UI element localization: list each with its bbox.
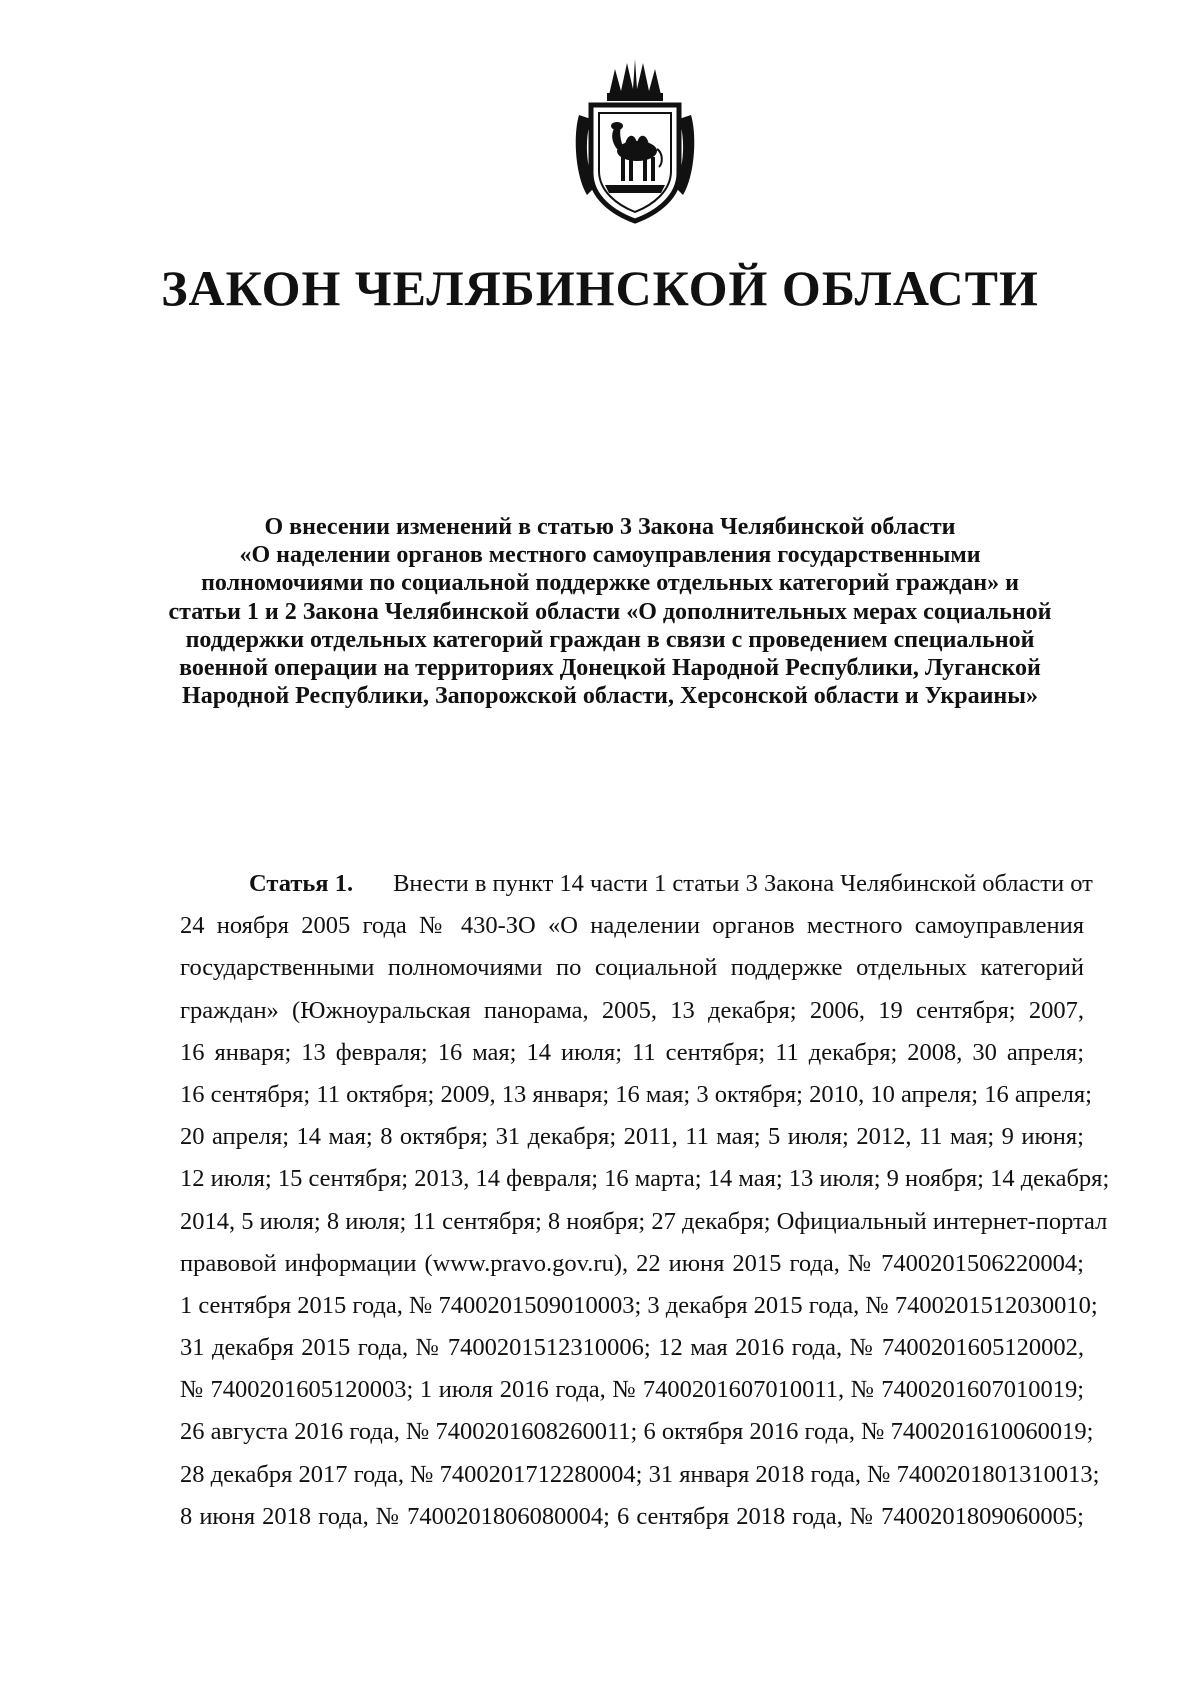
article-text: Внести в пункт 14 части 1 статьи 3 Закона Челябинской области от <box>393 870 1093 897</box>
article-line: 24 ноября 2005 года № 430-ЗО «О наделении органов местного самоуправления <box>180 912 1084 940</box>
law-subtitle <box>150 513 1070 710</box>
subtitle-line: «О наделении органов местного самоуправления государственными <box>239 542 981 569</box>
article-line: 16 января; 13 февраля; 16 мая; 14 июля; 11 сентября; 11 декабря; 2008, 30 апреля; <box>180 1038 1084 1066</box>
law-title: ЗАКОН ЧЕЛЯБИНСКОЙ ОБЛАСТИ <box>161 260 1039 316</box>
subtitle-line: поддержки отдельных категорий граждан в связи с проведением специальной <box>185 626 1035 653</box>
article-label: Статья 1. <box>249 870 354 897</box>
subtitle-line: военной операции на территориях Донецкой Народной Республики, Луганской <box>179 655 1041 682</box>
article-line: граждан» (Южноуральская панорама, 2005, 13 декабря; 2006, 19 сентября; 2007, <box>180 996 1084 1024</box>
article-line: 20 апреля; 14 мая; 8 октября; 31 декабря; 2011, 11 мая; 5 июля; 2012, 11 мая; 9 июня; <box>180 1123 1084 1151</box>
article-line: 8 июня 2018 года, № 7400201806080004; 6 сентября 2018 года, № 7400201809060005; <box>180 1502 1084 1530</box>
article-1-first-line <box>180 863 1093 905</box>
subtitle-line: полномочиями по социальной поддержке отдельных категорий граждан» и <box>201 570 1019 597</box>
subtitle-line: О внесении изменений в статью 3 Закона Челябинской области <box>264 514 956 540</box>
article-line: № 7400201605120003; 1 июля 2016 года, № 7400201607010011, № 7400201607010019; <box>180 1376 1084 1404</box>
article-line: правовой информации (www.pravo.gov.ru), 22 июня 2015 года, № 7400201506220004; <box>180 1249 1084 1277</box>
article-line: 31 декабря 2015 года, № 7400201512310006; 12 мая 2016 года, № 7400201605120002, <box>180 1334 1084 1362</box>
article-line: 26 августа 2016 года, № 7400201608260011; 6 октября 2016 года, № 7400201610060019; <box>180 1418 1094 1446</box>
article-line: 2014, 5 июля; 8 июля; 11 сентября; 8 ноября; 27 декабря; Официальный интернет-портал <box>180 1207 1108 1235</box>
coat-of-arms-icon <box>565 55 705 227</box>
article-line: 12 июля; 15 сентября; 2013, 14 февраля; 16 марта; 14 мая; 13 июля; 9 ноября; 14 декабря; <box>180 1165 1110 1193</box>
article-1 <box>180 863 1110 1538</box>
subtitle-line: Народной Республики, Запорожской области, Херсонской области и Украины» <box>182 683 1038 710</box>
article-line: государственными полномочиями по социальной поддержке отдельных категорий <box>180 954 1084 982</box>
subtitle-line: статьи 1 и 2 Закона Челябинской области «О дополнительных мерах социальной <box>168 598 1052 625</box>
article-line: 16 сентября; 11 октября; 2009, 13 января; 16 мая; 3 октября; 2010, 10 апреля; 16 апреля; <box>180 1080 1092 1108</box>
article-line: 28 декабря 2017 года, № 7400201712280004; 31 января 2018 года, № 7400201801310013; <box>180 1460 1100 1488</box>
article-line: 1 сентября 2015 года, № 7400201509010003; 3 декабря 2015 года, № 7400201512030010; <box>180 1291 1098 1319</box>
